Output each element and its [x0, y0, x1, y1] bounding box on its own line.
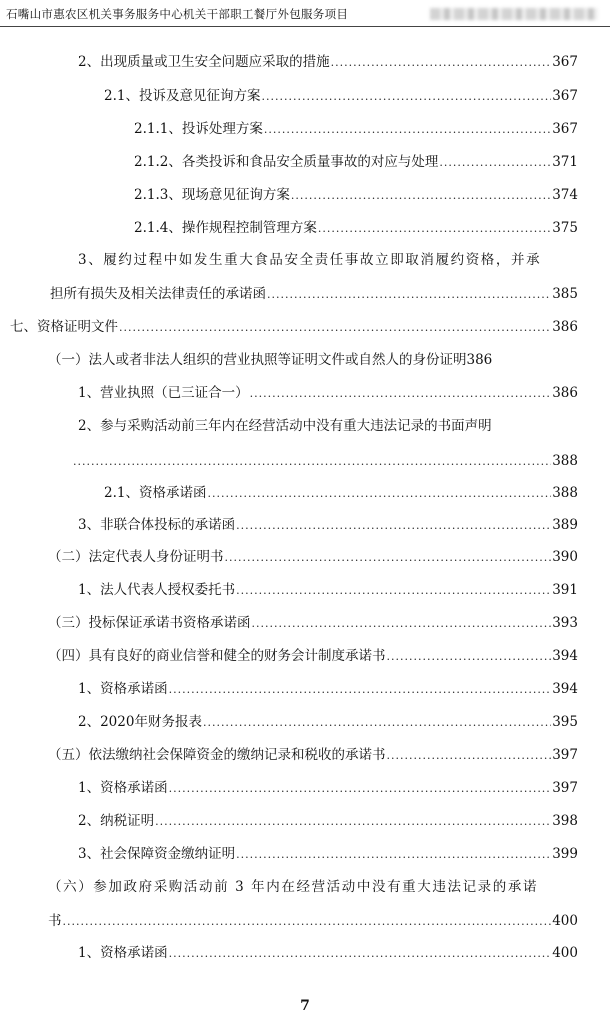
toc-entry[interactable] — [78, 681, 578, 698]
toc-entry-page: 400 — [552, 945, 578, 961]
toc-entry-text: 3、非联合体投标的承诺函 — [78, 517, 236, 533]
toc-entry-page: 374 — [552, 187, 578, 203]
toc-leader-dots — [318, 221, 551, 237]
toc-entry[interactable] — [134, 121, 578, 138]
toc-entry-text: 2、纳税证明 — [78, 813, 155, 829]
toc-leader-dots — [169, 781, 552, 797]
page-number: 7 — [300, 998, 310, 1014]
toc-entry[interactable] — [134, 187, 578, 204]
toc-leader-dots — [169, 682, 552, 698]
toc-leader-dots — [225, 550, 552, 566]
toc-entry[interactable] — [104, 485, 578, 502]
toc-entry-page: 397 — [552, 747, 578, 763]
toc-entry-text: 2、2020年财务报表 — [78, 714, 202, 730]
toc-leader-dots — [236, 518, 551, 534]
toc-leader-dots — [439, 155, 551, 171]
toc-leader-dots — [236, 847, 551, 863]
toc-entry-page: 400 — [552, 913, 578, 929]
toc-entry-page: 390 — [552, 549, 578, 565]
toc-entry-text-line1: （六）参加政府采购活动前 3 年内在经营活动中没有重大违法记录的承诺 — [48, 879, 539, 895]
toc-entry-text: （一）法人或者非法人组织的营业执照等证明文件或自然人的身份证明 — [48, 352, 467, 368]
toc-leader-dots — [250, 386, 552, 402]
toc-entry[interactable] — [48, 747, 578, 764]
toc-entry[interactable] — [78, 582, 578, 599]
toc-entry-page: 391 — [552, 582, 578, 598]
toc-leader-dots — [73, 454, 551, 470]
toc-leader-dots — [203, 715, 551, 731]
toc-entry-text: （五）依法缴纳社会保障资金的缴纳记录和税收的承诺书 — [48, 747, 386, 763]
toc-entry-text: 1、法人代表人授权委托书 — [78, 582, 236, 598]
toc-entry-text: 书 — [48, 913, 62, 929]
toc-entry[interactable] — [10, 319, 578, 336]
toc-entry-text: 2、出现质量或卫生安全问题应采取的措施 — [78, 54, 330, 70]
toc-entry[interactable] — [72, 453, 578, 470]
toc-leader-dots — [252, 616, 552, 632]
toc-entry-text: 2.1.3、现场意见征询方案 — [134, 187, 290, 203]
redacted-logo — [430, 8, 598, 20]
toc-entry-page: 399 — [552, 846, 578, 862]
toc-entry[interactable] — [48, 549, 578, 566]
toc-entry-text: 1、资格承诺函 — [78, 780, 168, 796]
toc-entry-page: 395 — [552, 714, 578, 730]
toc-entry-text-line1: 3、履约过程中如发生重大食品安全责任事故立即取消履约资格，并承 — [78, 252, 542, 268]
toc-leader-dots — [236, 583, 551, 599]
toc-entry-page: 367 — [552, 54, 578, 70]
toc-entry[interactable] — [104, 88, 578, 105]
toc-leader-dots — [387, 649, 552, 665]
toc-entry[interactable] — [50, 286, 578, 303]
toc-entry-page: 394 — [552, 681, 578, 697]
toc-entry-page: 367 — [552, 88, 578, 104]
toc-entry[interactable] — [134, 220, 578, 237]
toc-leader-dots — [63, 914, 552, 930]
toc-entry[interactable] — [78, 54, 578, 71]
toc-entry-text: （三）投标保证承诺书资格承诺函 — [48, 615, 251, 631]
toc-entry-page: 397 — [552, 780, 578, 796]
toc-leader-dots — [169, 946, 552, 962]
toc-entry-page: 388 — [552, 453, 578, 469]
toc-entry-text: 1、资格承诺函 — [78, 681, 168, 697]
toc-entry[interactable] — [78, 945, 578, 962]
toc-leader-dots — [291, 188, 551, 204]
toc-leader-dots — [155, 814, 551, 830]
toc-entry[interactable] — [78, 846, 578, 863]
document-header-title: 石嘴山市惠农区机关事务服务中心机关干部职工餐厅外包服务项目 — [6, 7, 349, 21]
toc-entry[interactable] — [134, 154, 578, 171]
toc-entry-page: 386 — [466, 352, 493, 368]
toc-entry-text: 2.1.1、投诉处理方案 — [134, 121, 263, 137]
toc-entry-text: 2.1、投诉及意见征询方案 — [104, 88, 261, 104]
header-rule — [0, 26, 610, 27]
toc-leader-dots — [264, 122, 551, 138]
toc-leader-dots — [267, 287, 551, 303]
toc-entry-text: 2.1.2、各类投诉和食品安全质量事故的对应与处理 — [134, 154, 439, 170]
toc-entry[interactable] — [48, 615, 578, 632]
toc-entry-text-line1: 2、参与采购活动前三年内在经营活动中没有重大违法记录的书面声明 — [78, 418, 492, 434]
toc-entry-text: 七、资格证明文件 — [10, 319, 118, 335]
toc-entry[interactable] — [78, 813, 578, 830]
toc-entry-page: 389 — [552, 517, 578, 533]
toc-entry-page: 367 — [552, 121, 578, 137]
toc-entry[interactable] — [78, 780, 578, 797]
toc-leader-dots — [119, 320, 551, 336]
toc-entry[interactable] — [48, 352, 578, 368]
toc-entry[interactable] — [48, 913, 578, 930]
toc-leader-dots — [261, 89, 551, 105]
toc-entry-page: 398 — [552, 813, 578, 829]
toc-entry-page: 386 — [552, 385, 578, 401]
toc-entry-page: 385 — [552, 286, 578, 302]
toc-entry-text: 2.1.4、操作规程控制管理方案 — [134, 220, 317, 236]
toc-leader-dots — [331, 55, 552, 71]
toc-leader-dots — [387, 748, 552, 764]
toc-entry[interactable] — [78, 385, 578, 402]
toc-entry-text: （四）具有良好的商业信誉和健全的财务会计制度承诺书 — [48, 648, 386, 664]
toc-entry-text: 担所有损失及相关法律责任的承诺函 — [50, 286, 266, 302]
toc-entry-page: 371 — [552, 154, 578, 170]
toc-entry-text: 2.1、资格承诺函 — [104, 485, 207, 501]
toc-entry-page: 388 — [552, 485, 578, 501]
toc-entry-page: 386 — [552, 319, 578, 335]
toc-leader-dots — [207, 486, 551, 502]
toc-entry[interactable] — [78, 714, 578, 731]
toc-entry[interactable] — [48, 648, 578, 665]
toc-entry-text: 1、营业执照（已三证合一） — [78, 385, 249, 401]
toc-entry-text: 1、资格承诺函 — [78, 945, 168, 961]
toc-entry-text: 3、社会保障资金缴纳证明 — [78, 846, 236, 862]
toc-entry-page: 394 — [552, 648, 578, 664]
toc-entry[interactable] — [78, 517, 578, 534]
toc-entry-page: 393 — [552, 615, 578, 631]
toc-entry-page: 375 — [552, 220, 578, 236]
toc-entry-text: （二）法定代表人身份证明书 — [48, 549, 224, 565]
